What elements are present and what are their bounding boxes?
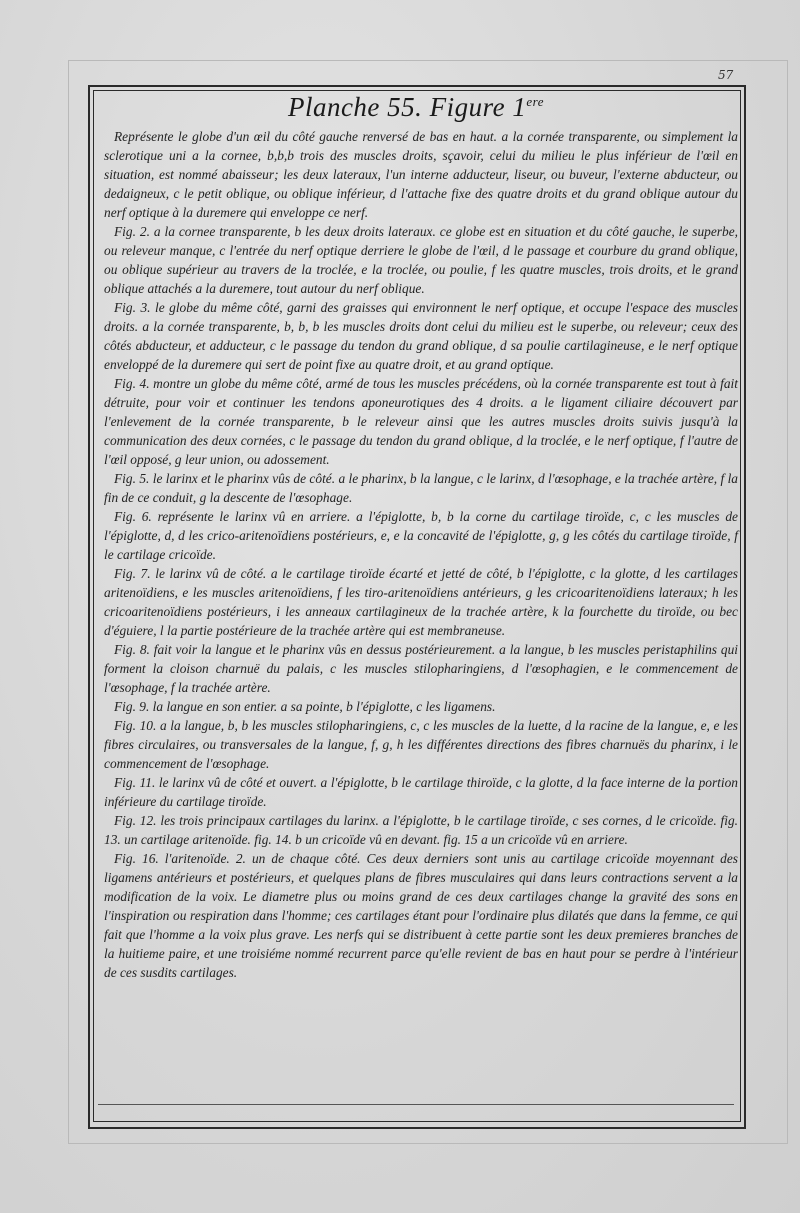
paragraph-figure-8: Fig. 8. fait voir la langue et le pharinx vûs en dessus postérieurement. a la langue, b les muscles peristaphilins qui forment la cloison charnuë du palais, c les muscles stilopharingiens, d l'œsophagien, e le commencement de l'œsophage, f la trachée artère.	[104, 642, 738, 695]
paragraph-figure-10: Fig. 10. a la langue, b, b les muscles stilopharingiens, c, c les muscles de la luette, d la racine de la langue, e, e les fibres circulaires, ou transversales de la langue, f, g, h les différentes directions des fibres charnuës du pharinx, i le commencement de l'œsophage.	[104, 718, 738, 771]
paragraph-figure-6: Fig. 6. représente le larinx vû en arriere. a l'épiglotte, b, b la corne du cartilage tiroïde, c, c les muscles de l'épiglotte, d, d les crico-aritenoïdiens postérieurs, e, e la concavité de l'épiglotte, g, g les côtés du cartilage tiroïde, f le cartilage cricoïde.	[104, 509, 738, 562]
plate-description	[104, 127, 738, 982]
plate-title-main: Planche 55. Figure 1	[287, 92, 527, 122]
page-number: 57	[718, 68, 734, 82]
bottom-rule	[98, 1104, 734, 1105]
paragraph-figure-16: Fig. 16. l'aritenoïde. 2. un de chaque côté. Ces deux derniers sont unis au cartilage cricoïde moyennant des ligamens antérieurs et postérieurs, et quelques plans de fibres musculaires qui dans leurs contractions servent a la modification de la voix. Le diametre plus ou moins grand de ces deux cartilages change la gravité des sons en l'inspiration ou respiration dans l'homme; ces cartilages étant pour l'ordinaire plus dilatés que dans la femme, ce qui fait que l'homme a la voix plus grave. Les nerfs qui se distribuent à cette partie sont les deux premieres branches de la huitieme paire, et une troisiéme nommé recurrent parce qu'elle revient de bas en haut pour se perdre à l'intérieur de ces susdits cartilages.	[104, 851, 738, 980]
paragraph-figure-9: Fig. 9. la langue en son entier. a sa pointe, b l'épiglotte, c les ligamens.	[114, 699, 496, 714]
paragraph-figure-3: Fig. 3. le globe du même côté, garni des graisses qui environnent le nerf optique, et occupe l'espace des muscles droits. a la cornée transparente, b, b, b les muscles droits dont celui du milieu est le superbe, ou releveur; ceux des côtés abducteur, et adducteur, c le passage du tendon du grand oblique, d sa poulie cartilagineuse, e le nerf optique enveloppé de la duremere qui sert de point fixe au quatre droit, et au grand optique.	[104, 300, 738, 372]
paragraph-figure-4: Fig. 4. montre un globe du même côté, armé de tous les muscles précédens, où la cornée transparente est tout à fait détruite, pour voir et continuer les tendons aponeurotiques des 4 droits. a le ligament ciliaire découvert par l'enlevement de la cornée transparente, b le releveur ainsi que les autres muscles droits suivis jusqu'à la communication des deux cornées, c le passage du tendon du grand oblique, d la troclée, e le nerf optique, f l'autre de l'œil opposé, g leur union, ou adossement.	[104, 376, 738, 467]
plate-title-superscript: ere	[526, 94, 545, 109]
paragraph-figure-7: Fig. 7. le larinx vû de côté. a le cartilage tiroïde écarté et jetté de côté, b l'épiglotte, c la glotte, d les cartilages aritenoïdiens, e les muscles aritenoïdiens, f les tiro-aritenoïdiens antérieurs, g les cricoaritenoïdiens lateraux; h les cricoaritenoïdiens postérieurs, i les anneaux cartilagineux de la trachée artère, k la fourchette du tiroïde, ou bec d'éguiere, l la partie postérieure de la trachée artère qui est membraneuse.	[104, 566, 738, 638]
paragraph-figure-5: Fig. 5. le larinx et le pharinx vûs de côté. a le pharinx, b la langue, c le larinx, d l'œsophage, e la trachée artère, f la fin de ce conduit, g la descente de l'œsophage.	[104, 471, 738, 505]
paragraph-figure-1: Représente le globe d'un œil du côté gauche renversé de bas en haut. a la cornée transparente, ou simplement la sclerotique uni a la cornee, b,b,b trois des muscles droits, sçavoir, celui du milieu le plus inférieur de l'œil en situation, est nommé abaisseur; les deux lateraux, l'un interne adducteur, liseur, ou buveur, l'externe abducteur, ou dedaigneux, c le petit oblique, ou oblique inférieur, d l'attache fixe des quatre droits et du grand oblique autour du nerf optique à la duremere qui enveloppe ce nerf.	[104, 129, 738, 220]
paragraph-figure-12-15: Fig. 12. les trois principaux cartilages du larinx. a l'épiglotte, b le cartilage tiroïde, c ses cornes, d le cricoïde. fig. 13. un cartilage aritenoïde. fig. 14. b un cricoïde vû en devant. fig. 15 a un cricoïde vû en arriere.	[104, 813, 738, 847]
plate-title	[93, 92, 739, 123]
paragraph-figure-11: Fig. 11. le larinx vû de côté et ouvert. a l'épiglotte, b le cartilage thiroïde, c la glotte, d la face interne de la portion inférieure du cartilage tiroïde.	[104, 775, 738, 809]
paragraph-figure-2: Fig. 2. a la cornee transparente, b les deux droits lateraux. ce globe est en situation et du côté gauche, le superbe, ou releveur manque, c l'entrée du nerf optique derriere le globe de l'œil, d le passage et courbure du grand oblique, ou oblique supérieur au travers de la troclée, e la troclée, ou poulie, f les quatre muscles, trois droits, et le grand oblique attachés a la duremere, tout autour du nerf oblique.	[104, 224, 738, 296]
